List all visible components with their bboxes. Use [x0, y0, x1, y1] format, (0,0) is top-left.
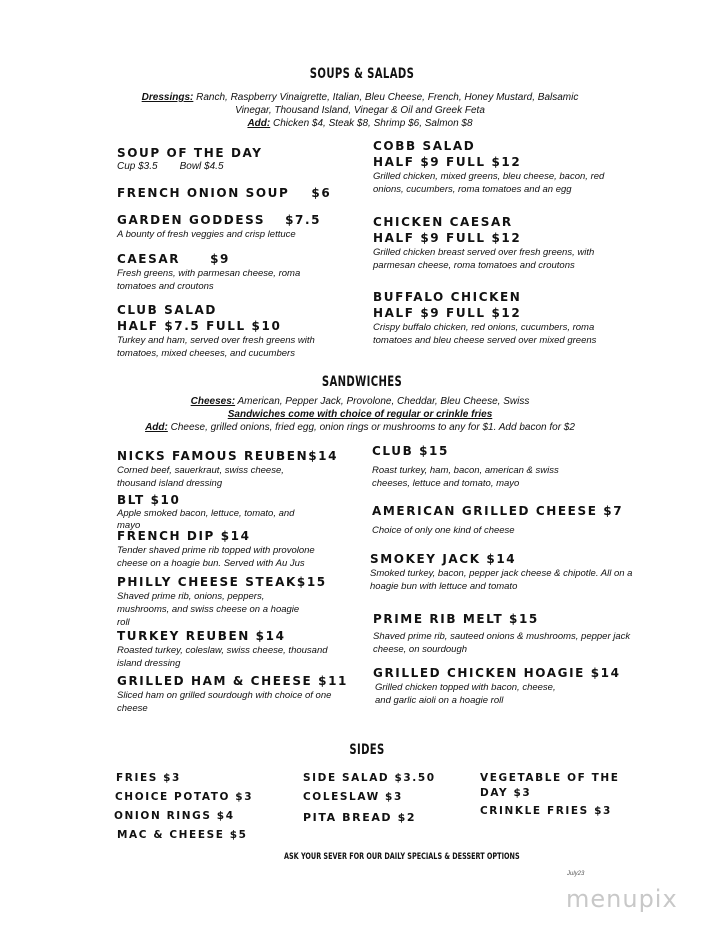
dressings-info	[60, 91, 660, 130]
menu-item-soup-of-the-day	[117, 145, 263, 172]
sandwiches-title: SANDWICHES	[321, 374, 403, 390]
menu-item-buffalo-chicken	[373, 289, 596, 347]
item-price: $7.5	[285, 213, 322, 227]
side-item: DAY $3	[480, 787, 532, 799]
salad-add-text: Chicken $4, Steak $8, Shrimp $6, Salmon $8	[270, 118, 473, 129]
menu-item-club	[372, 443, 559, 490]
sandwich-add-text: Cheese, grilled onions, fried egg, onion rings or mushrooms to any for $1. Add bacon for $2	[167, 422, 575, 433]
item-name: FRENCH ONION SOUP	[117, 186, 290, 200]
menu-item-prime-rib-melt	[373, 611, 630, 656]
soups-salads-title: SOUPS & SALADS	[309, 66, 415, 82]
sides-column-3	[480, 771, 620, 819]
item-name: TURKEY REUBEN $14	[117, 629, 286, 643]
item-desc: Tender shaved prime rib topped with provolone	[117, 545, 315, 556]
menu-item-garden-goddess	[117, 212, 321, 241]
item-price: HALF $7.5 FULL $10	[117, 319, 282, 333]
menu-item-philly-cheese-steak	[117, 574, 327, 629]
item-desc: tomatoes and croutons	[117, 281, 214, 292]
item-desc: cheese	[117, 703, 148, 714]
item-name: BUFFALO CHICKEN	[373, 290, 522, 304]
item-desc: Sliced ham on grilled sourdough with choice of one	[117, 690, 332, 701]
item-name: COBB SALAD	[373, 139, 476, 153]
item-name: CHICKEN CAESAR	[373, 215, 513, 229]
item-desc: cheese, on sourdough	[373, 644, 468, 655]
item-name: GRILLED HAM & CHEESE $11	[117, 674, 348, 688]
side-item: CRINKLE FRIES $3	[480, 805, 612, 817]
item-name: FRENCH DIP $14	[117, 529, 251, 543]
item-desc: cheeses, lettuce and tomato, mayo	[372, 478, 520, 489]
dressings-text: Ranch, Raspberry Vinaigrette, Italian, Bleu Cheese, French, Honey Mustard, Balsamic	[193, 92, 579, 103]
fries-choice-text: Sandwiches come with choice of regular or crinkle fries	[227, 409, 493, 420]
item-name: SOUP OF THE DAY	[117, 146, 263, 160]
date-stamp: July23	[567, 871, 585, 877]
item-desc: Apple smoked bacon, lettuce, tomato, and	[117, 508, 295, 519]
item-desc: and garlic aioli on a hoagie roll	[375, 695, 504, 706]
sandwich-info	[60, 395, 660, 434]
item-desc: hoagie bun with lettuce and tomato	[370, 581, 518, 592]
salad-add-label: Add:	[247, 118, 271, 129]
item-price: HALF $9 FULL $12	[373, 155, 522, 169]
item-desc: cheese on a hoagie bun. Served with Au Jus	[117, 558, 305, 569]
sandwich-add-label: Add:	[145, 422, 168, 433]
item-desc: Fresh greens, with parmesan cheese, roma	[117, 268, 301, 279]
item-name: SMOKEY JACK $14	[370, 552, 517, 566]
menu-item-chicken-caesar	[373, 214, 594, 272]
specials-note: ASK YOUR SEVER FOR OUR DAILY SPECIALS & DESSERT OPTIONS	[284, 852, 520, 862]
item-desc: mayo	[117, 520, 141, 531]
side-item: MAC & CHEESE $5	[117, 829, 248, 841]
sides-column-2	[303, 771, 436, 825]
item-name: CAESAR	[117, 252, 181, 266]
item-name: BLT $10	[117, 493, 181, 507]
item-name: GRILLED CHICKEN HOAGIE $14	[373, 666, 621, 680]
item-price: HALF $9 FULL $12	[373, 231, 522, 245]
item-desc: Corned beef, sauerkraut, swiss cheese,	[117, 465, 284, 476]
side-item: ONION RINGS $4	[114, 810, 235, 822]
item-desc: A bounty of fresh veggies and crisp lettuce	[117, 229, 296, 240]
side-item: COLESLAW $3	[303, 791, 403, 803]
menu-item-blt	[117, 492, 294, 532]
menu-item-caesar	[117, 251, 300, 293]
menu-item-french-onion-soup	[117, 185, 331, 201]
menu-item-club-salad	[117, 302, 315, 360]
item-desc: mushrooms, and swiss cheese on a hoagie	[117, 604, 300, 615]
menupix-watermark: menupix	[566, 885, 678, 913]
item-name: GARDEN GODDESS	[117, 213, 266, 227]
menu-item-cobb-salad	[373, 138, 604, 196]
item-desc: thousand island dressing	[117, 478, 223, 489]
item-desc: Smoked turkey, bacon, pepper jack cheese & chipotle. All on a	[370, 568, 633, 579]
item-desc: Roasted turkey, coleslaw, swiss cheese, thousand	[117, 645, 328, 656]
item-name: CLUB $15	[372, 444, 449, 458]
item-price: HALF $9 FULL $12	[373, 306, 522, 320]
bowl-price: Bowl $4.5	[179, 161, 224, 172]
item-desc: parmesan cheese, roma tomatoes and croutons	[373, 260, 575, 271]
item-desc: Choice of only one kind of cheese	[372, 525, 515, 536]
item-desc: Crispy buffalo chicken, red onions, cucumbers, roma	[373, 322, 595, 333]
menu-item-grilled-chicken-hoagie	[373, 665, 621, 707]
menu-item-french-dip	[117, 528, 315, 570]
item-desc: onions, cucumbers, roma tomatoes and an egg	[373, 184, 572, 195]
side-item: PITA BREAD $2	[303, 811, 417, 824]
cup-price: Cup $3.5	[117, 161, 158, 172]
item-name: CLUB SALAD	[117, 303, 217, 317]
item-desc: Grilled chicken topped with bacon, cheese,	[375, 682, 556, 693]
menu-item-reuben	[117, 448, 338, 490]
item-name: AMERICAN GRILLED CHEESE $7	[372, 504, 624, 518]
item-price: $9	[210, 252, 230, 266]
item-desc: tomatoes, mixed cheeses, and cucumbers	[117, 348, 295, 359]
side-item: CHOICE POTATO $3	[115, 791, 254, 803]
item-name: NICKS FAMOUS REUBEN$14	[117, 449, 339, 463]
side-item: VEGETABLE OF THE	[480, 772, 620, 784]
item-desc: Shaved prime rib, onions, peppers,	[117, 591, 265, 602]
dressings-label: Dressings:	[141, 92, 194, 103]
item-desc: tomatoes and bleu cheese served over mixed greens	[373, 335, 597, 346]
menu-item-grilled-ham-cheese	[117, 673, 348, 715]
item-desc: Turkey and ham, served over fresh greens with	[117, 335, 315, 346]
item-desc: Shaved prime rib, sauteed onions & mushrooms, pepper jack	[373, 631, 631, 642]
menu-item-turkey-reuben	[117, 628, 328, 670]
item-desc: Grilled chicken breast served over fresh greens, with	[373, 247, 595, 258]
item-name: PHILLY CHEESE STEAK$15	[117, 575, 327, 589]
item-name: PRIME RIB MELT $15	[373, 612, 539, 626]
sides-column-1	[114, 771, 254, 843]
item-price: $6	[311, 186, 332, 200]
item-desc: Grilled chicken, mixed greens, bleu cheese, bacon, red	[373, 171, 605, 182]
side-item: SIDE SALAD $3.50	[303, 772, 436, 784]
item-desc: roll	[117, 617, 130, 628]
menu-item-american-grilled-cheese	[372, 503, 623, 537]
item-desc: island dressing	[117, 658, 181, 669]
dressings-text-2: Vinegar, Thousand Island, Vinegar & Oil and Greek Feta	[235, 105, 485, 116]
cheeses-label: Cheeses:	[190, 396, 236, 407]
sides-title: SIDES	[349, 742, 385, 758]
menu-item-smokey-jack	[370, 551, 632, 593]
side-item: FRIES $3	[116, 772, 181, 784]
cheeses-text: American, Pepper Jack, Provolone, Cheddar, Bleu Cheese, Swiss	[235, 396, 530, 407]
item-desc: Roast turkey, ham, bacon, american & swiss	[372, 465, 559, 476]
